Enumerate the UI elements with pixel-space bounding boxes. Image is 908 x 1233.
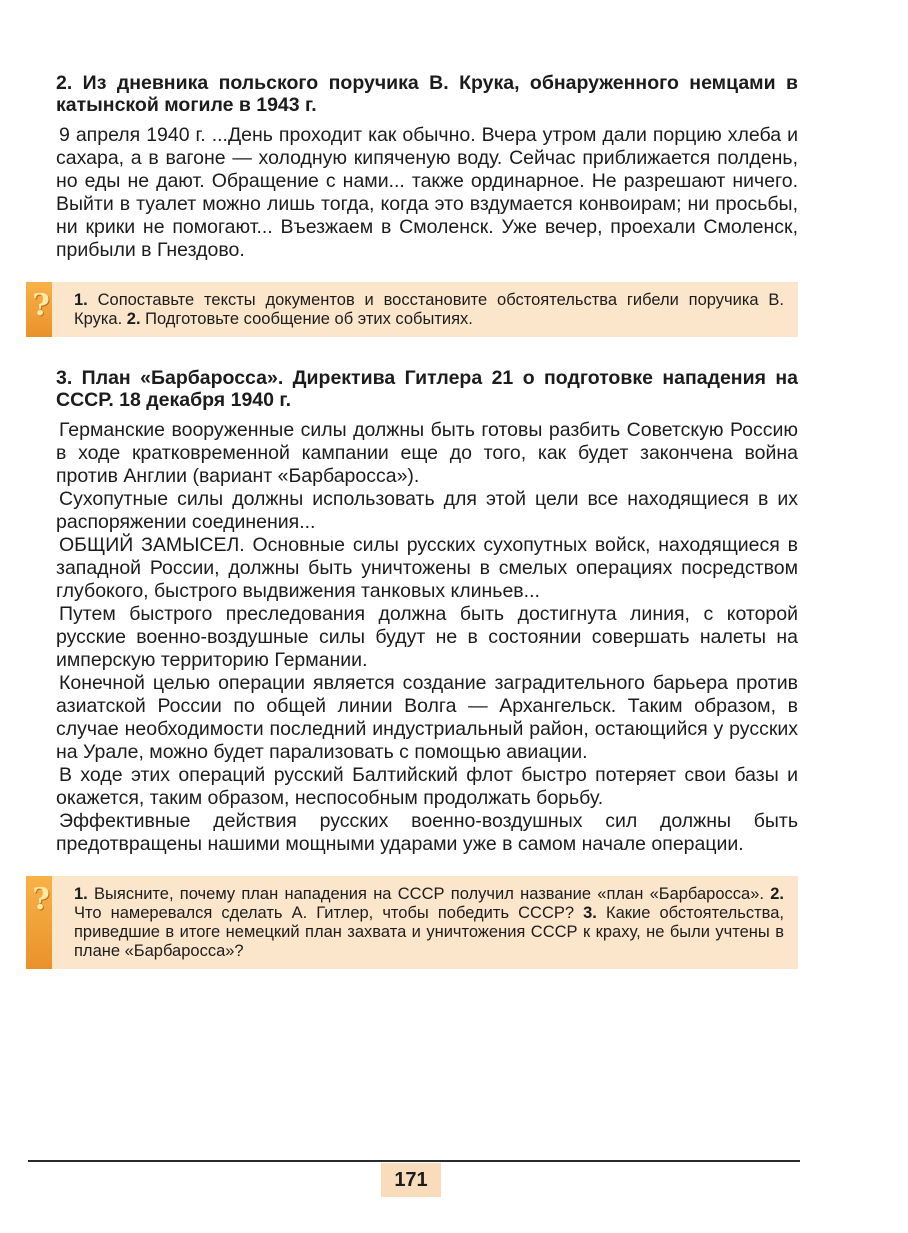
questions-box-1: [26, 282, 798, 337]
doc3-paragraph: ОБЩИЙ ЗАМЫСЕЛ. Основные силы русских сухопутных войск, находящиеся в западной России, должны быть уничтожены в смелых операциях посредством глубокого, быстрого выдвижения танковых клиньев...: [56, 534, 798, 602]
doc3-paragraph: Путем быстрого преследования должна быть достигнута линия, с которой русские военно-воздушные силы будут не в состоянии совершать налеты на имперскую территорию Германии.: [56, 603, 798, 671]
question-text: Подготовьте сообщение об этих событиях.: [140, 310, 473, 328]
question-number: 3.: [583, 904, 597, 922]
footer-divider: [28, 1160, 800, 1162]
question-text: Выясните, почему план нападения на СССР получил название «план «Барбаросса».: [87, 885, 771, 903]
question-text: Что намеревался сделать А. Гитлер, чтобы победить СССР?: [74, 904, 584, 922]
doc3-paragraph: Эффективные действия русских военно-воздушных сил должны быть предотвращены нашими мощными ударами уже в самом начале операции.: [56, 810, 798, 855]
question-mark-icon: ?: [32, 288, 50, 323]
questions-text-2: [74, 885, 784, 961]
question-number: 2.: [770, 885, 784, 903]
question-mark-icon: ?: [32, 882, 50, 917]
question-number: 2.: [126, 310, 141, 328]
question-text: Сопоставьте тексты документов и восстановите обстоятельства гибели поручика В. Крука.: [74, 291, 784, 328]
doc3-paragraph: В ходе этих операций русский Балтийский флот быстро потеряет свои базы и окажется, таким образом, неспособным продолжать борьбу.: [56, 764, 798, 809]
questions-text-1: [74, 291, 784, 329]
doc3-paragraph: Германские вооруженные силы должны быть готовы разбить Советскую Россию в ходе кратковременной кампании еще до того, как будет закончена война против Англии (вариант «Барбаросса»).: [56, 419, 798, 487]
doc3-paragraph: Конечной целью операции является создание заградительного барьера против азиатской России по общей линии Волга — Архангельск. Таким образом, в случае необходимости последний индустриальный район, остающийся у русских на Урале, можно будет парализовать с помощью авиации.: [56, 672, 798, 763]
page-content: [32, 72, 798, 969]
page-number: 171: [381, 1163, 441, 1197]
doc3-paragraph: Сухопутные силы должны использовать для этой цели все находящиеся в их распоряжении соединения...: [56, 488, 798, 533]
question-number: 1.: [74, 291, 88, 309]
question-text: Какие обстоятельства, приведшие в итоге немецкий план захвата и уничтожения СССР к краху, не были учтены в плане «Барбаросса»?: [74, 904, 784, 960]
question-number: 1.: [74, 885, 88, 903]
doc2-title: 2. Из дневника польского поручика В. Крука, обнаруженного немцами в катынской могиле в 1943 г.: [56, 72, 798, 116]
questions-box-2: [26, 876, 798, 969]
doc3-title: 3. План «Барбаросса». Директива Гитлера 21 о подготовке нападения на СССР. 18 декабря 1940 г.: [56, 367, 798, 411]
doc3-section: [56, 367, 798, 856]
doc2-text: 9 апреля 1940 г. ...День проходит как обычно. Вчера утром дали порцию хлеба и сахара, а в вагоне — холодную кипяченую воду. Сейчас приближается полдень, но еды не дают. Обращение с нами... также ординарное. Не разрешают ничего. Выйти в туалет можно лишь тогда, когда это вздумается конвоирам; ни просьбы, ни крики не помогают... Въезжаем в Смоленск. Уже вечер, проехали Смоленск, прибыли в Гнездово.: [56, 124, 798, 261]
